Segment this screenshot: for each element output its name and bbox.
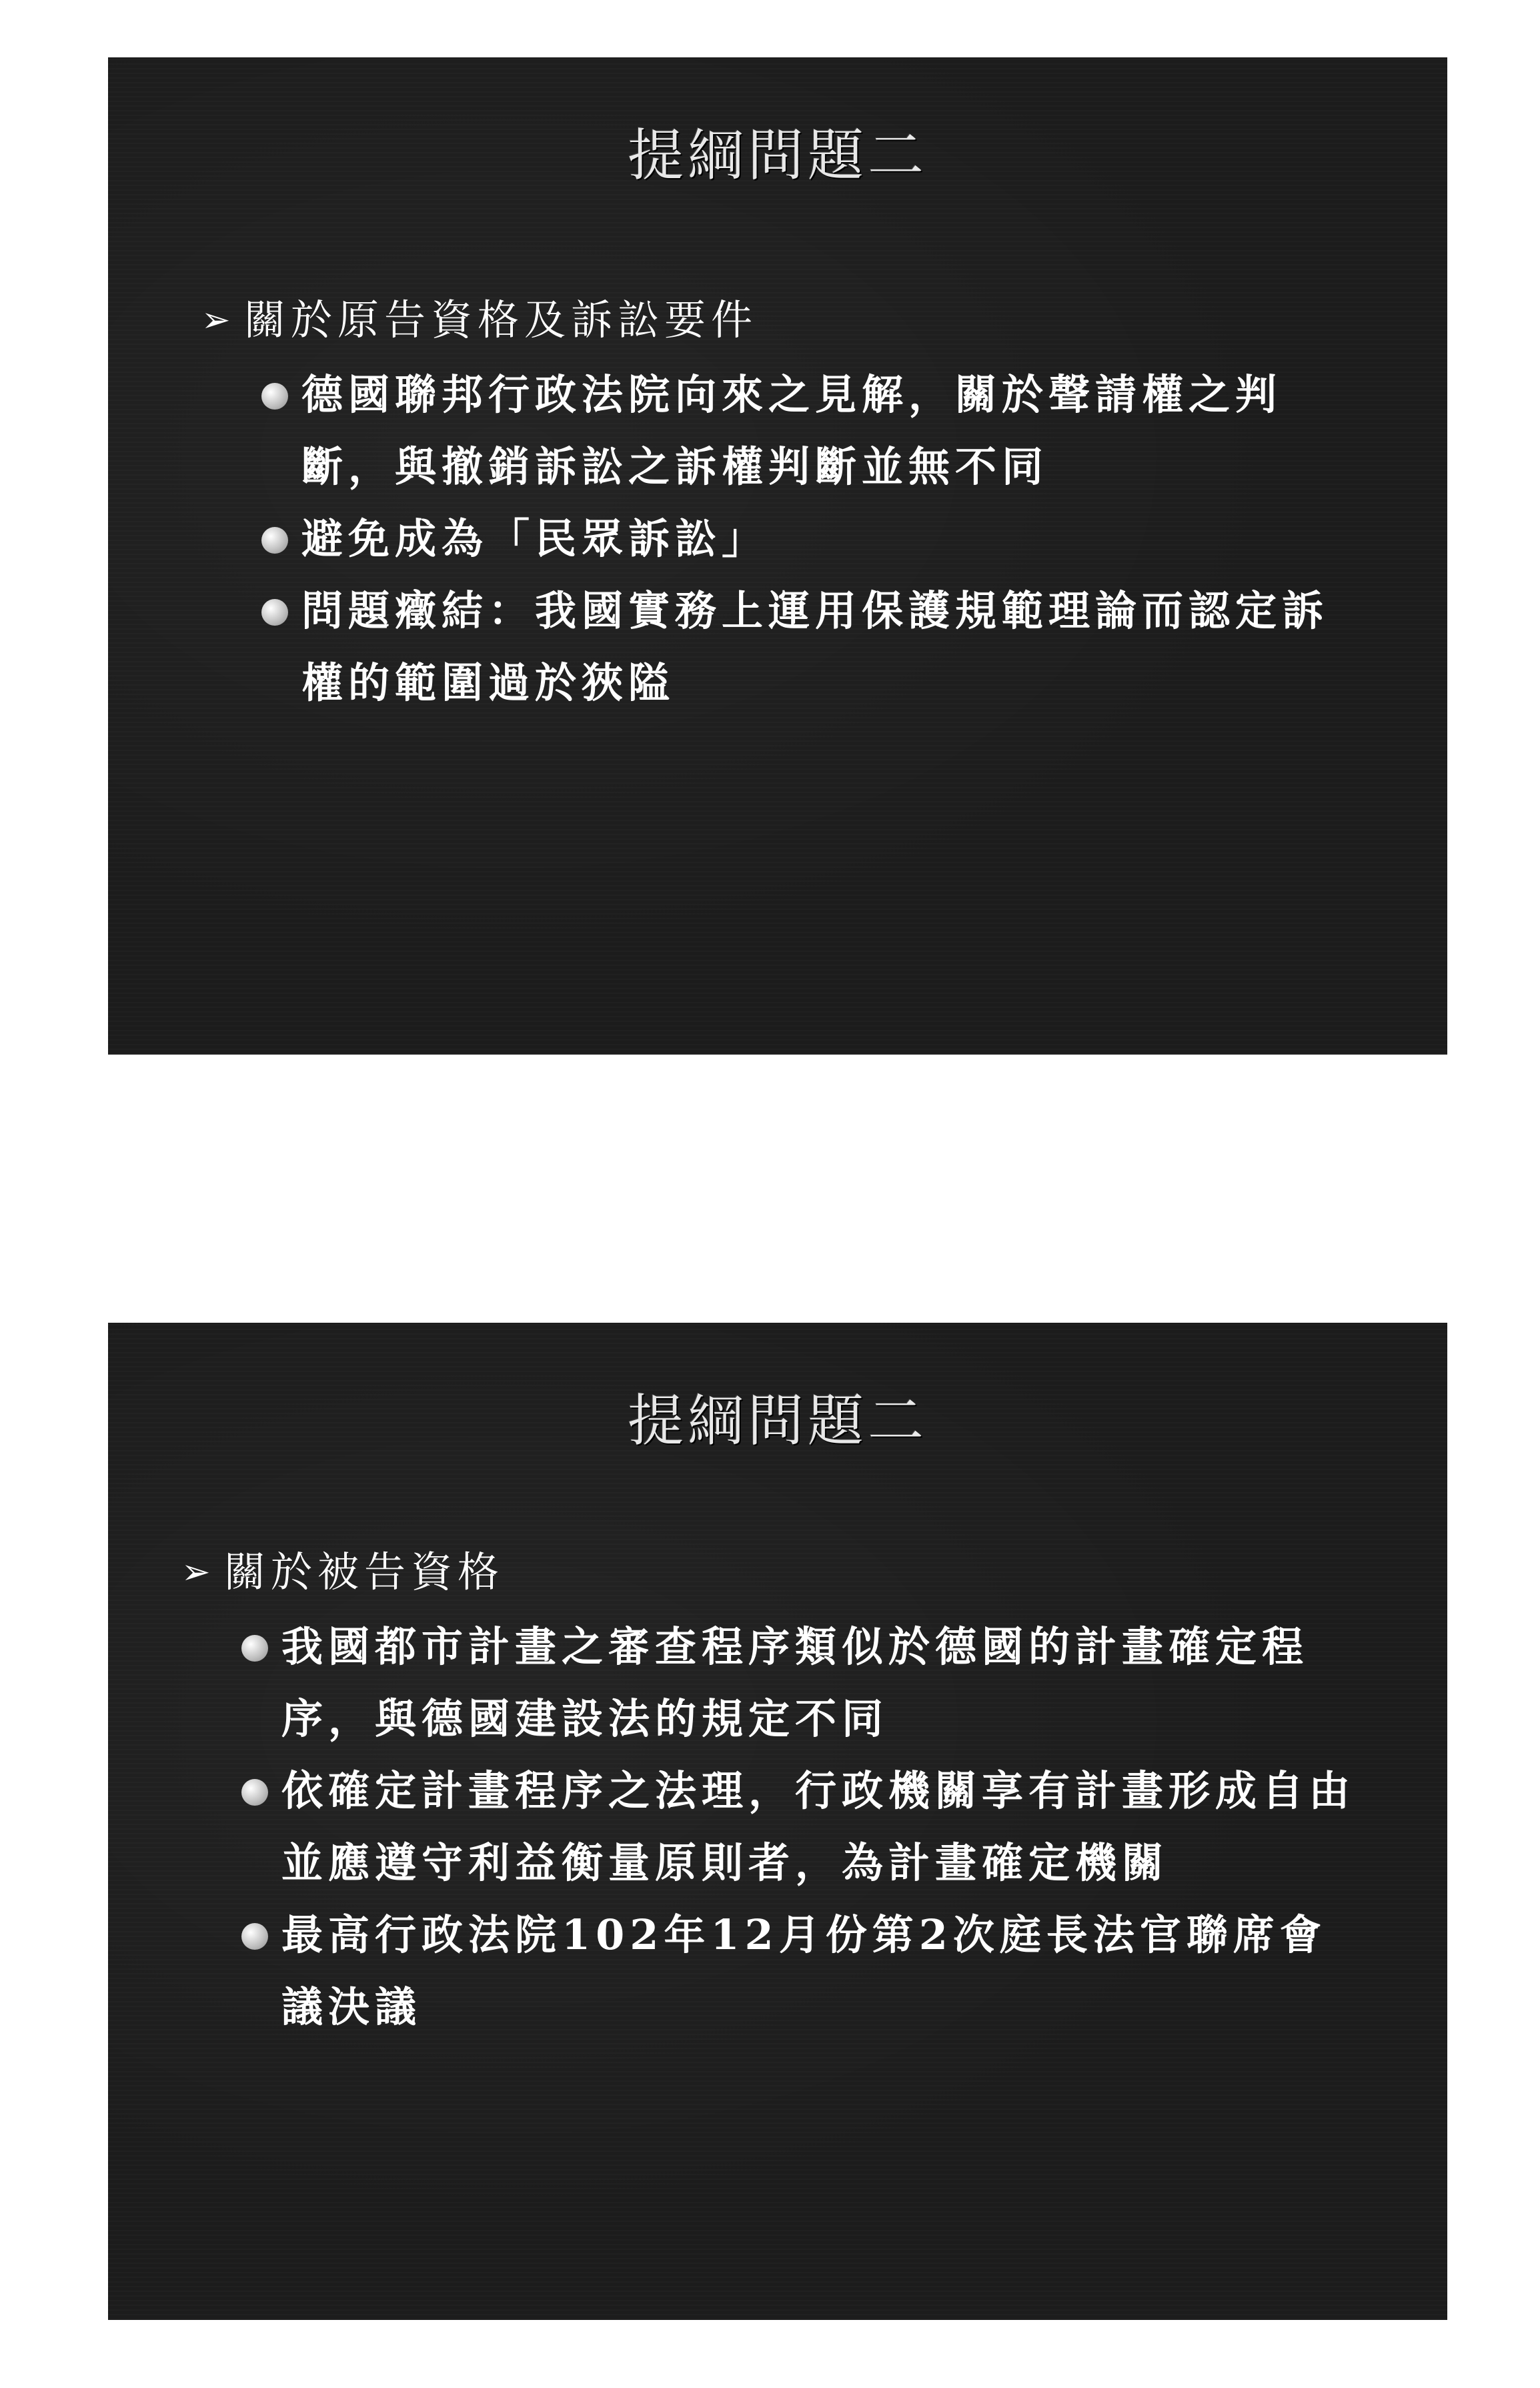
bullet-dot-icon	[241, 1923, 268, 1950]
section-heading	[181, 1536, 1367, 1608]
section-heading	[201, 284, 1367, 356]
bullet-item-text: 依確定計畫程序之法理，行政機關享有計畫形成自由並應遵守利益衡量原則者，為計畫確定機關	[281, 1766, 1356, 1887]
bullet-dot-icon	[241, 1635, 268, 1662]
slide-content	[201, 284, 1367, 719]
bullet-item	[239, 1899, 1367, 2043]
bullet-item	[259, 359, 1367, 503]
bullet-item-text: 我國都市計畫之審查程序類似於德國的計畫確定程序，與德國建設法的規定不同	[281, 1622, 1309, 1743]
bullet-item	[239, 1611, 1367, 1755]
arrow-right-icon: ➢	[181, 1552, 216, 1592]
bullet-item	[239, 1755, 1367, 1899]
bullet-item	[259, 503, 1367, 575]
slide-title: 提綱問題二	[627, 1388, 928, 1453]
bullet-dot-icon	[241, 1779, 268, 1806]
bullet-item-text: 德國聯邦行政法院向來之見解，關於聲請權之判斷，與撤銷訴訟之訴權判斷並無不同	[301, 370, 1283, 491]
slide-2	[108, 1323, 1447, 2320]
bullet-dot-icon	[261, 527, 288, 554]
slide-content	[181, 1536, 1367, 2043]
slide-1	[108, 57, 1447, 1055]
bullet-dot-icon	[261, 383, 288, 410]
bullet-item-text: 問題癥結：我國實務上運用保護規範理論而認定訴權的範圍過於狹隘	[301, 586, 1329, 707]
bullet-item	[259, 575, 1367, 719]
section-heading-text: 關於原告資格及訴訟要件	[244, 295, 758, 344]
slide-title: 提綱問題二	[627, 123, 928, 188]
bullet-dot-icon	[261, 599, 288, 626]
bullet-item-text: 避免成為「民眾訴訟」	[301, 514, 769, 563]
arrow-right-icon: ➢	[201, 300, 236, 340]
bullet-item-text: 最高行政法院102年12月份第2次庭長法官聯席會議決議	[281, 1910, 1327, 2031]
section-heading-text: 關於被告資格	[224, 1548, 505, 1596]
